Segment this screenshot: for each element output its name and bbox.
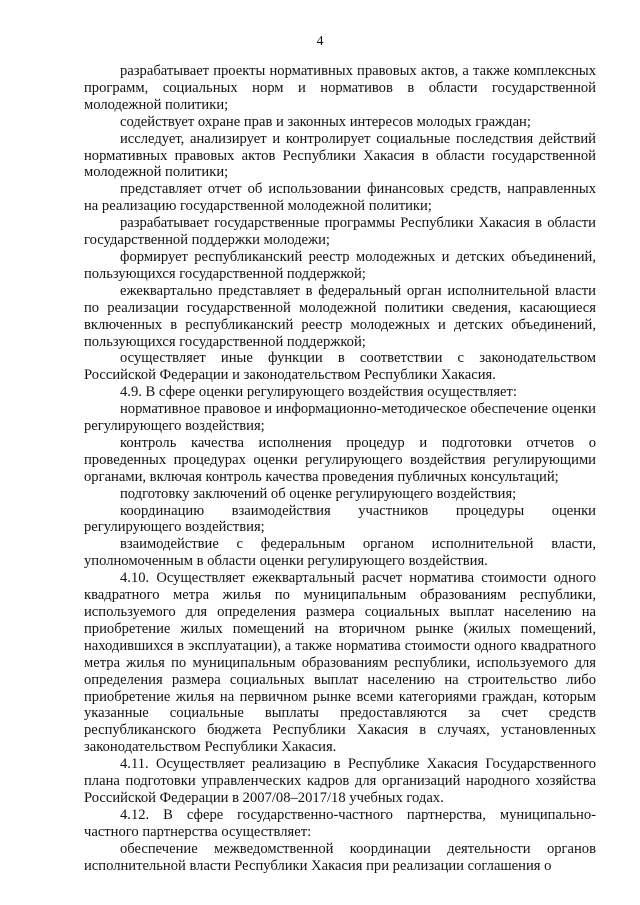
section-heading-4-9: 4.9. В сфере оценки регулирующего воздействия осуществляет: bbox=[120, 384, 517, 401]
section-heading-4-12: 4.12. В сфере государственно-частного партнерства, муниципально-частного партнерства осуществляет: bbox=[84, 806, 596, 840]
paragraph: исследует, анализирует и контролирует социальные последствия действий нормативных правовых актов Республики Хакасия в области государственной молодежной политики; bbox=[84, 130, 596, 181]
paragraph: разрабатывает проекты нормативных правовых актов, а также комплексных программ, социальных норм и нормативов в области государственной молодежной политики; bbox=[84, 63, 596, 113]
section-4-11: 4.11. Осуществляет реализацию в Республике Хакасия Государственного плана подготовки управленческих кадров для организаций народного хозяйства Российской Федерации в 2007/08–2017/18 учебных годах. bbox=[84, 756, 596, 806]
paragraph: ежеквартально представляет в федеральный орган исполнительной власти по реализации государственной молодежной политики сведения, касающиеся включенных в республиканский реестр молодежных и детских объединений, пользующихся государственной поддержкой; bbox=[84, 282, 596, 350]
paragraph: обеспечение межведомственной координации деятельности органов исполнительной власти Республики Хакасия при реализации соглашения о bbox=[84, 840, 596, 874]
paragraph: координацию взаимодействия участников процедуры оценки регулирующего воздействия; bbox=[84, 502, 596, 536]
paragraph: разрабатывает государственные программы Республики Хакасия в области государственной поддержки молодежи; bbox=[84, 215, 596, 249]
paragraph: представляет отчет об использовании финансовых средств, направленных на реализацию государственной молодежной политики; bbox=[84, 181, 596, 215]
paragraph: взаимодействие с федеральным органом исполнительной власти, уполномоченным в области оценки регулирующего воздействия. bbox=[84, 536, 596, 570]
section-4-10: 4.10. Осуществляет ежеквартальный расчет норматива стоимости одного квадратного метра жилья по муниципальным образованиям республики, используемого для определения размера социальных выплат населению на приобретение жилых помещений на вторичном рынке (жилых помещений, находившихся в эксплуатации), а также норматива стоимости одного квадратного метра жилья по муниципальным образованиям республики, используемого для определения размера социальных выплат населению на строительство либо приобретение жилья на первичном рынке всеми категориями граждан, которым указанные социальные выплаты предоставляются за счет средств республиканского бюджета Республики Хакасия в случаях, установленных законодательством Республики Хакасия. bbox=[84, 570, 596, 756]
document-body bbox=[84, 63, 596, 875]
paragraph: подготовку заключений об оценке регулирующего воздействия; bbox=[120, 485, 517, 502]
page-number: 4 bbox=[316, 34, 324, 49]
paragraph: контроль качества исполнения процедур и подготовки отчетов о проведенных процедурах оценки регулирующего воздействия регулирующими органами, включая контроль качества проведения публичных консультаций; bbox=[84, 434, 596, 485]
paragraph: формирует республиканский реестр молодежных и детских объединений, пользующихся государственной поддержкой; bbox=[84, 248, 596, 282]
paragraph: нормативное правовое и информационно-методическое обеспечение оценки регулирующего воздействия; bbox=[84, 401, 596, 435]
paragraph: содействует охране прав и законных интересов молодых граждан; bbox=[120, 113, 531, 130]
paragraph: осуществляет иные функции в соответствии с законодательством Российской Федерации и законодательством Республики Хакасия. bbox=[84, 350, 596, 384]
